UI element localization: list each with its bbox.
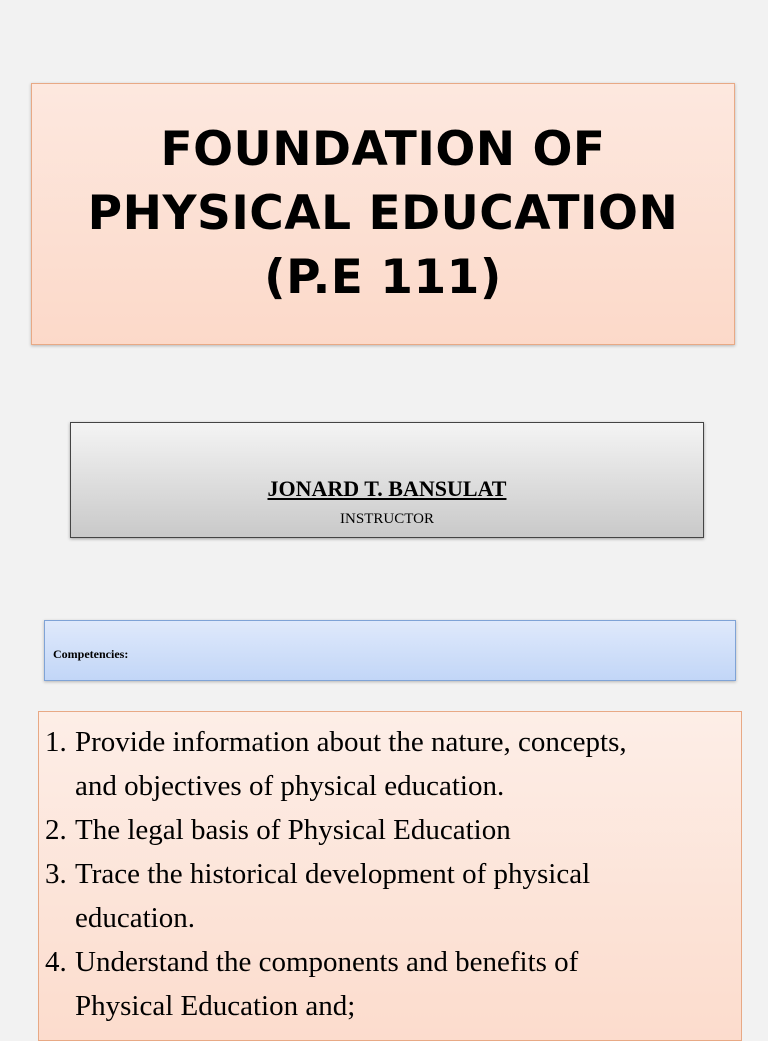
instructor-box (70, 422, 704, 538)
competencies-list (39, 712, 741, 1028)
instructor-role: INSTRUCTOR (340, 511, 434, 527)
list-item-number: 2. (45, 814, 67, 846)
list-item-number: 3. (45, 858, 67, 890)
list-item-number: 4. (45, 946, 67, 978)
list-item-text-line: education. (75, 902, 195, 934)
title-line-1: FOUNDATION OF (160, 122, 606, 177)
title-box (31, 83, 735, 345)
list-item (45, 720, 741, 808)
list-item-text-line: and objectives of physical education. (75, 770, 505, 802)
list-item-text-line: The legal basis of Physical Education (75, 814, 511, 846)
list-item-number: 1. (45, 726, 67, 758)
list-item (45, 808, 741, 852)
list-item (45, 852, 741, 940)
competencies-header (44, 620, 736, 681)
list-item-text-line: Understand the components and benefits of (75, 946, 579, 978)
title-line-2: PHYSICAL EDUCATION (87, 186, 679, 241)
list-item-text-line: Physical Education and; (75, 990, 356, 1022)
competencies-list-box (38, 711, 742, 1041)
list-item (45, 940, 741, 1028)
list-item-text-line: Trace the historical development of physical (75, 858, 591, 890)
instructor-name: JONARD T. BANSULAT (267, 476, 507, 501)
list-item-text-line: Provide information about the nature, concepts, (75, 726, 627, 758)
competencies-label: Competencies: (53, 647, 129, 661)
title-line-3: (P.E 111) (264, 250, 502, 305)
